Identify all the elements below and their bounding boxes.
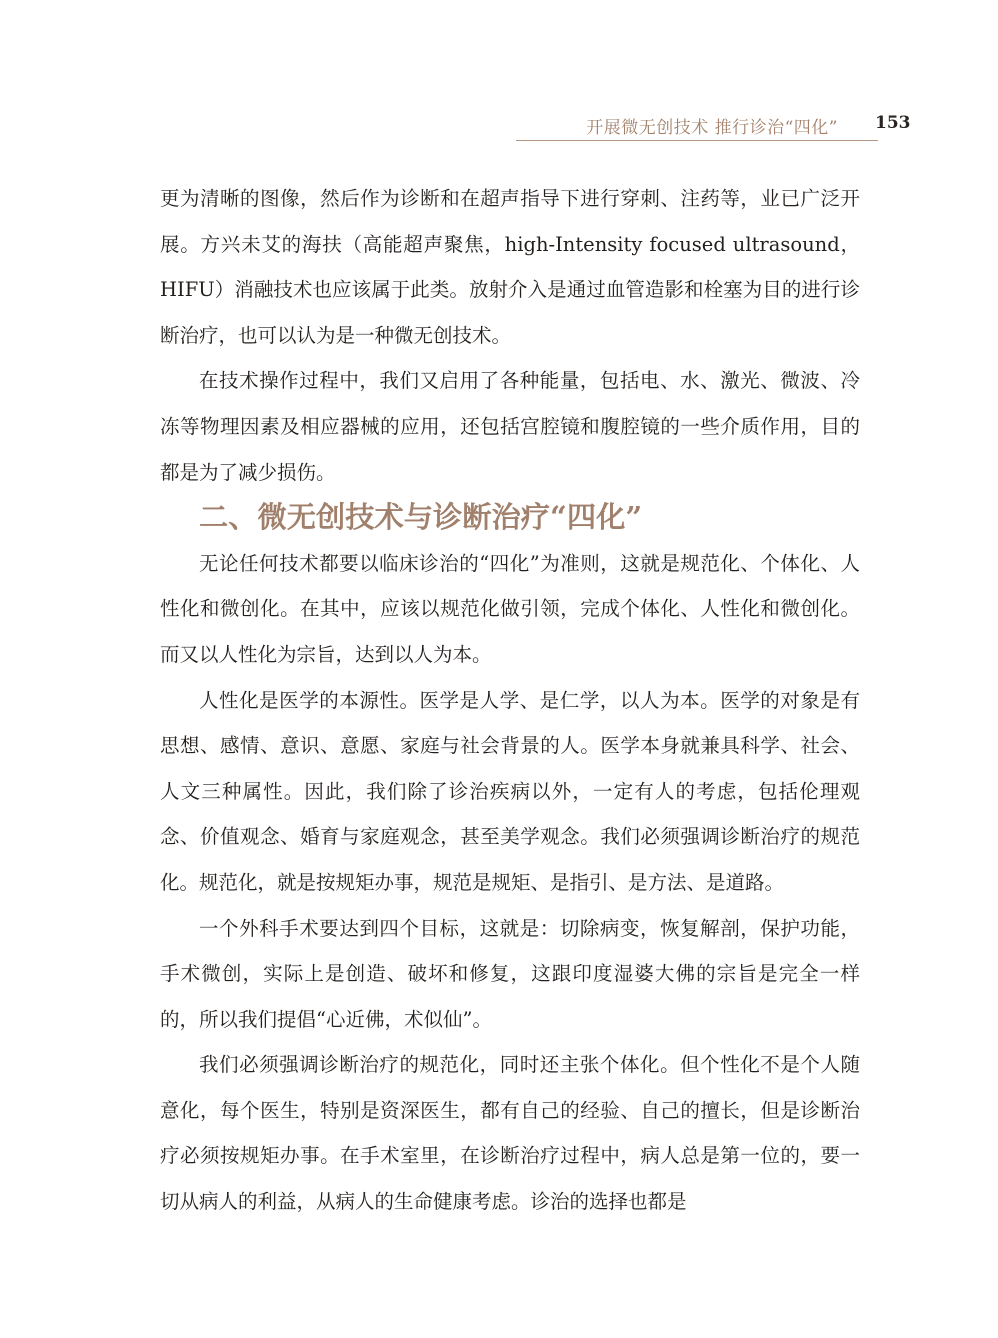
- header-rule: [516, 140, 878, 141]
- running-head: [0, 0, 998, 150]
- paragraph-humanization: 人性化是医学的本源性。医学是人学、是仁学，以人为本。医学的对象是有思想、感情、意识、意愿、家庭与社会背景的人。医学本身就兼具科学、社会、人文三种属性。因此，我们除了诊治疾病以外，一定有人的考虑，包括伦理观念、价值观念、婚育与家庭观念，甚至美学观念。我们必须强调诊断治疗的规范化。规范化，就是按规矩办事，规范是规矩、是指引、是方法、是道路。: [160, 688, 860, 894]
- paragraph-four-principles: 无论任何技术都要以临床诊治的“四化”为准则，这就是规范化、个体化、人性化和微创化。在其中，应该以规范化做引领，完成个体化、人性化和微创化。而又以人性化为宗旨，达到以人为本。: [160, 551, 860, 666]
- paragraph-surgery-goals: 一个外科手术要达到四个目标，这就是：切除病变，恢复解剖，保护功能，手术微创，实际上是创造、破坏和修复，这跟印度湿婆大佛的宗旨是完全一样的，所以我们提倡“心近佛，术似仙”。: [160, 916, 860, 1031]
- paragraph-continued: 更为清晰的图像，然后作为诊断和在超声指导下进行穿刺、注药等，业已广泛开展。方兴未艾的海扶（高能超声聚焦，high-Intensity focused ultrasound，HIFU）消融技术也应该属于此类。放射介入是通过血管造影和栓塞为目的进行诊断治疗，也可以认为是一种微无创技术。: [160, 187, 860, 347]
- body-text: [160, 176, 860, 1225]
- section-heading: 二、微无创技术与诊断治疗“四化”: [199, 500, 643, 535]
- page-number: 153: [875, 113, 911, 133]
- paragraph-individualization: 我们必须强调诊断治疗的规范化，同时还主张个体化。但个性化不是个人随意化，每个医生，特别是资深医生，都有自己的经验、自己的擅长，但是诊断治疗必须按规矩办事。在手术室里，在诊断治疗过程中，病人总是第一位的，要一切从病人的利益，从病人的生命健康考虑。诊治的选择也都是: [160, 1053, 860, 1214]
- paragraph-energy: 在技术操作过程中，我们又启用了各种能量，包括电、水、激光、微波、冷冻等物理因素及相应器械的应用，还包括宫腔镜和腹腔镜的一些介质作用，目的都是为了减少损伤。: [160, 369, 860, 484]
- running-head-title: 开展微无创技术 推行诊治“四化”: [586, 118, 838, 138]
